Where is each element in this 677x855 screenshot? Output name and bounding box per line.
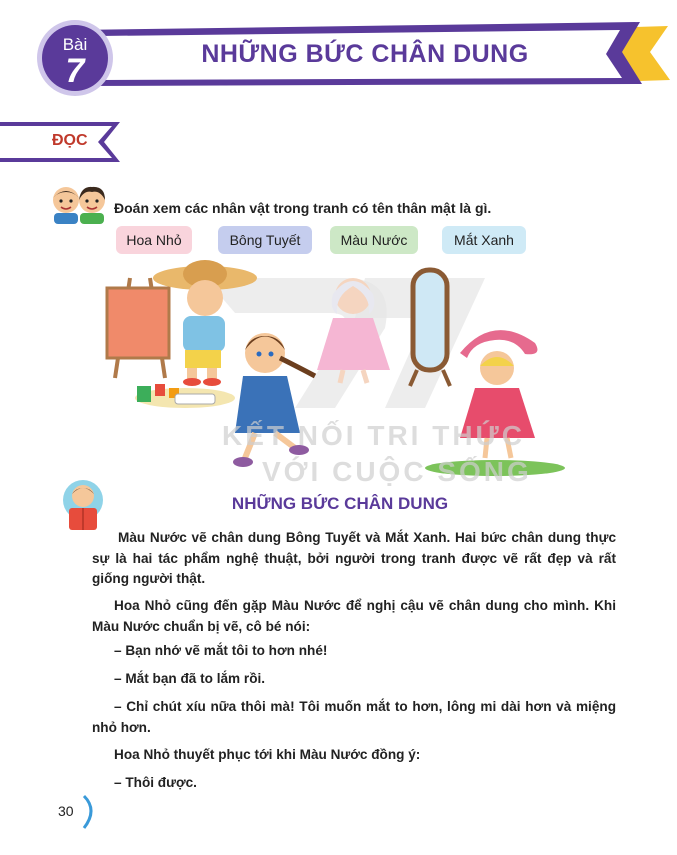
- lesson-number: 7: [65, 52, 85, 90]
- name-chip-mat-xanh: Mắt Xanh: [442, 226, 526, 254]
- watermark-line-2: VỚI CUỘC SỐNG: [262, 456, 532, 487]
- story-paragraph-6: Hoa Nhỏ thuyết phục tới khi Màu Nước đồng ý:: [114, 747, 421, 762]
- page-number: 30: [58, 803, 74, 819]
- section-label: ĐỌC: [52, 132, 88, 149]
- story-paragraph-7: – Thôi được.: [114, 775, 197, 790]
- lesson-label: Bài: [62, 35, 88, 54]
- two-kids-icon: [48, 184, 110, 224]
- story-paragraph-3: – Bạn nhớ vẽ mắt tôi to hơn nhé!: [114, 643, 328, 658]
- paint-pots: [135, 384, 235, 408]
- page-title: NHỮNG BỨC CHÂN DUNG: [201, 40, 529, 68]
- name-chip-bong-tuyet: Bông Tuyết: [218, 226, 312, 254]
- name-chip-mau-nuoc: Màu Nước: [330, 226, 418, 254]
- story-paragraph-4: – Mắt bạn đã to lắm rồi.: [114, 671, 266, 686]
- name-chip-hoa-nho: Hoa Nhỏ: [116, 226, 192, 254]
- easel: [107, 278, 169, 378]
- question-text: Đoán xem các nhân vật trong tranh có tên thân mật là gì.: [114, 200, 492, 216]
- story-title: NHỮNG BỨC CHÂN DUNG: [231, 494, 449, 513]
- story-paragraph-1: Màu Nước vẽ chân dung Bông Tuyết và Mắt Xanh. Hai bức chân dung thực sự là hai tác phẩm nghệ thuật, bởi người trong tranh được vẽ rất đẹp và rất giống người thật.: [92, 530, 616, 586]
- story-paragraph-2: Hoa Nhỏ cũng đến gặp Màu Nước để nghị cậu vẽ chân dung cho mình. Khi Màu Nước chuẩn bị vẽ, cô bé nói:: [92, 598, 616, 634]
- reading-kid-icon: [58, 478, 108, 534]
- story-paragraph-5: – Chỉ chút xíu nữa thôi mà! Tôi muốn mắt to hơn, lông mi dài hơn và miệng nhỏ hơn.: [92, 699, 616, 735]
- watermark-line-1: KẾT NỐI TRI THỨC: [222, 420, 525, 451]
